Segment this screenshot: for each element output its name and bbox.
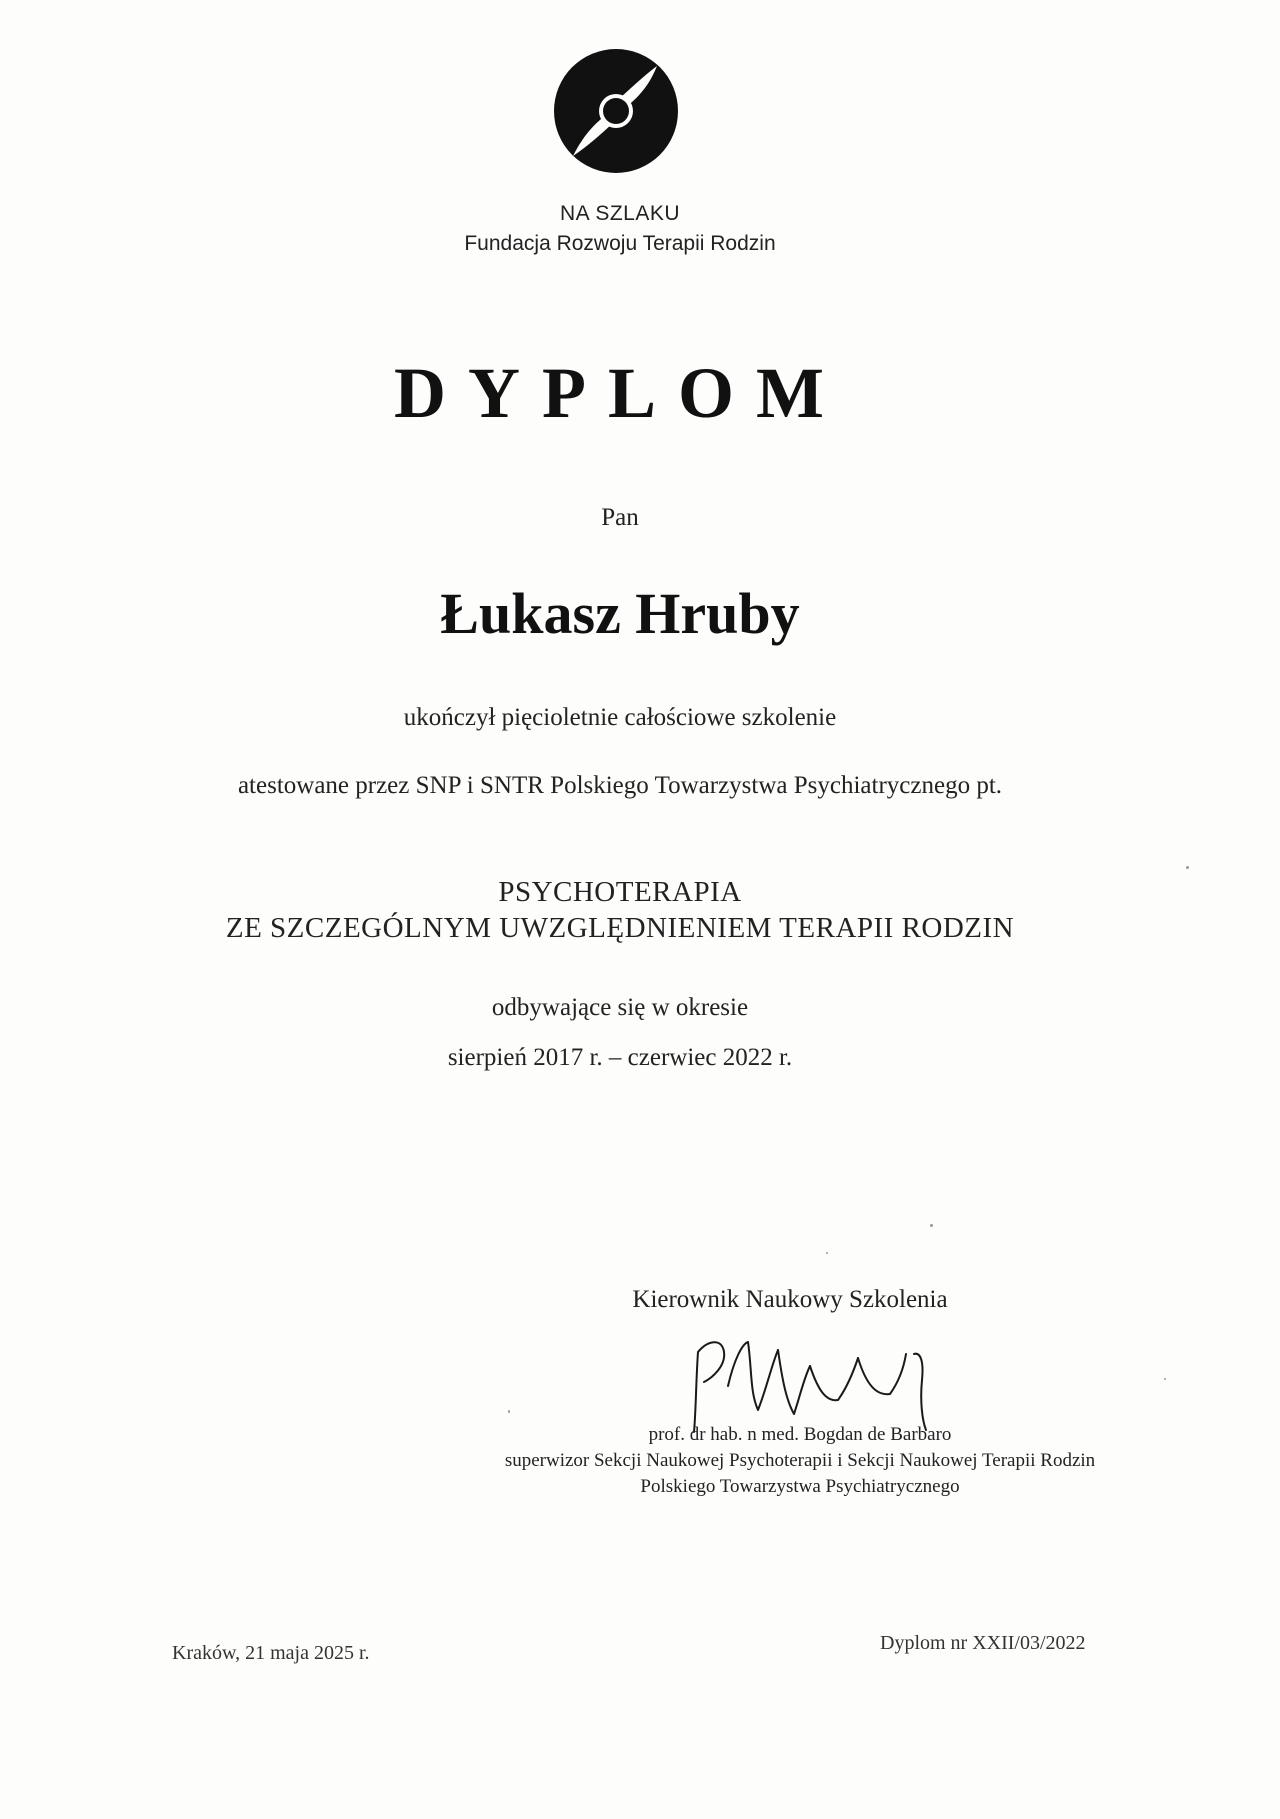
recipient-name: Łukasz Hruby	[440, 581, 800, 646]
scan-speck	[1186, 866, 1189, 869]
attested-text: atestowane przez SNP i SNTR Polskiego Towarzystwa Psychiatrycznego pt.	[237, 772, 1003, 799]
signatory-heading: Kierownik Naukowy Szkolenia	[632, 1286, 948, 1313]
place-and-date: Kraków, 21 maja 2025 r.	[172, 1642, 370, 1664]
period-intro: odbywające się w okresie	[491, 994, 749, 1021]
organization-name: NA SZLAKU	[559, 202, 681, 225]
program-title-line1: PSYCHOTERAPIA	[498, 876, 742, 908]
diploma-title: DYPLOM	[394, 353, 846, 433]
signatory-role-line2: Polskiego Towarzystwa Psychiatrycznego	[640, 1476, 960, 1497]
completed-text: ukończył pięcioletnie całościowe szkolenie	[403, 704, 837, 731]
scan-speck	[826, 1252, 828, 1254]
compass-circle-logo-icon	[553, 48, 679, 174]
training-period: sierpień 2017 r. – czerwiec 2022 r.	[447, 1044, 793, 1071]
salutation: Pan	[601, 504, 639, 531]
organization-subtitle: Fundacja Rozwoju Terapii Rodzin	[464, 232, 776, 255]
scan-speck	[508, 1410, 510, 1413]
scan-speck	[1164, 1378, 1166, 1380]
signatory-role-line1: superwizor Sekcji Naukowej Psychoterapii i Sekcji Naukowej Terapii Rodzin	[504, 1450, 1096, 1471]
signatory-name: prof. dr hab. n med. Bogdan de Barbaro	[648, 1424, 952, 1445]
scan-speck	[930, 1224, 933, 1227]
diploma-number: Dyplom nr XXII/03/2022	[880, 1632, 1086, 1654]
program-title-line2: ZE SZCZEGÓLNYM UWZGLĘDNIENIEM TERAPII RODZIN	[225, 912, 1015, 944]
